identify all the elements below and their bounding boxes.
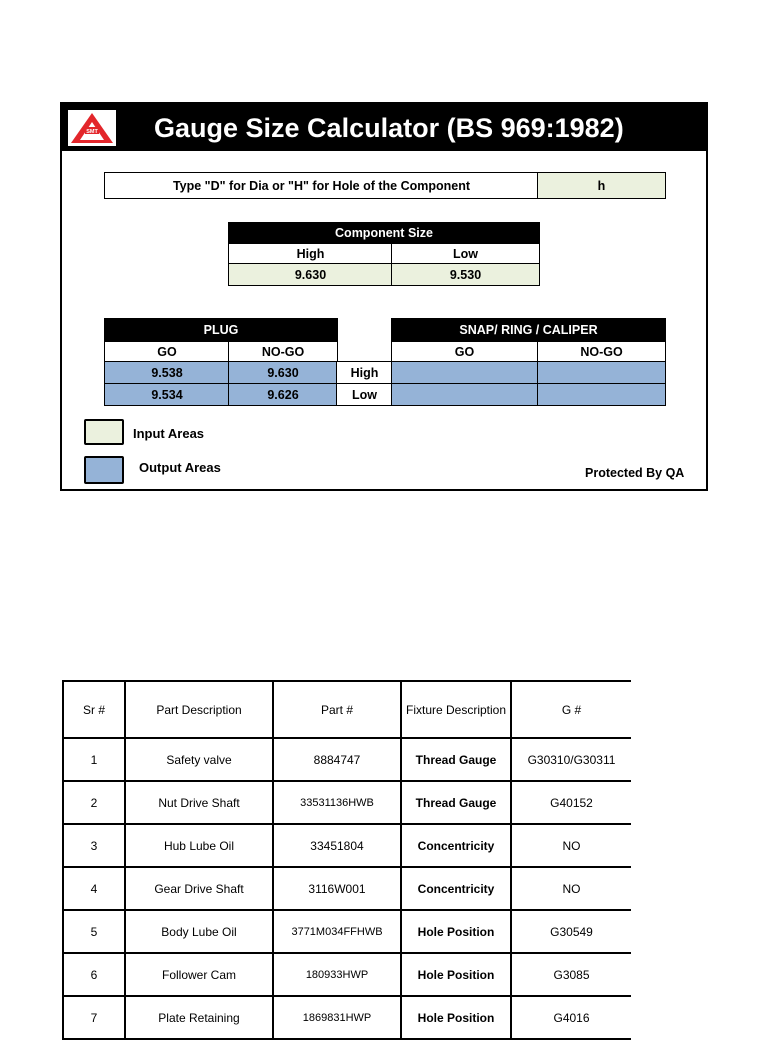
parts-table xyxy=(62,680,631,1040)
calculator-header xyxy=(62,104,706,151)
table-row xyxy=(63,953,631,996)
cell-part-description: Hub Lube Oil xyxy=(125,824,273,867)
snap-go-low-output xyxy=(391,383,538,406)
cell-part-description: Nut Drive Shaft xyxy=(125,781,273,824)
table-row xyxy=(63,996,631,1039)
cell-part-number: 33531136HWB xyxy=(273,781,401,824)
cell-part-description: Follower Cam xyxy=(125,953,273,996)
cell-sr: 3 xyxy=(63,824,125,867)
cell-part-description: Safety valve xyxy=(125,738,273,781)
cell-sr: 1 xyxy=(63,738,125,781)
cell-fixture-description: Thread Gauge xyxy=(401,738,511,781)
cell-fixture-description: Hole Position xyxy=(401,910,511,953)
row-label-low: Low xyxy=(336,383,393,406)
gauge-calculator-panel xyxy=(60,102,708,491)
snap-nogo-high-output xyxy=(537,361,666,384)
logo-text: SMT xyxy=(86,129,98,135)
col-header-part-number: Part # xyxy=(273,681,401,738)
snap-go-high-output xyxy=(391,361,538,384)
type-input-field[interactable]: h xyxy=(537,172,666,199)
cell-sr: 7 xyxy=(63,996,125,1039)
table-header-row xyxy=(63,681,631,738)
snap-nogo-low-output xyxy=(537,383,666,406)
cell-fixture-description: Hole Position xyxy=(401,996,511,1039)
col-header-g-number: G # xyxy=(511,681,631,738)
cell-g-number: G40152 xyxy=(511,781,631,824)
plug-nogo-high-output: 9.630 xyxy=(228,361,338,384)
component-size-header: Component Size xyxy=(228,222,540,244)
snap-nogo-label: NO-GO xyxy=(537,341,666,362)
plug-go-label: GO xyxy=(104,341,230,362)
col-header-fixture-description: Fixture Description xyxy=(401,681,511,738)
company-logo xyxy=(68,110,116,146)
cell-part-description: Body Lube Oil xyxy=(125,910,273,953)
input-area-swatch xyxy=(84,419,124,445)
cell-part-number: 3116W001 xyxy=(273,867,401,910)
cell-g-number: G30549 xyxy=(511,910,631,953)
plug-nogo-label: NO-GO xyxy=(228,341,338,362)
protected-by-text: Protected By QA xyxy=(585,466,685,480)
cell-part-number: 180933HWP xyxy=(273,953,401,996)
plug-header: PLUG xyxy=(104,318,338,342)
cell-fixture-description: Concentricity xyxy=(401,867,511,910)
component-low-label: Low xyxy=(391,243,540,264)
col-header-sr: Sr # xyxy=(63,681,125,738)
logo-triangle-icon xyxy=(68,110,116,146)
cell-sr: 2 xyxy=(63,781,125,824)
snap-ring-caliper-header: SNAP/ RING / CALIPER xyxy=(391,318,666,342)
cell-part-description: Plate Retaining xyxy=(125,996,273,1039)
cell-sr: 5 xyxy=(63,910,125,953)
snap-go-label: GO xyxy=(391,341,538,362)
cell-part-number: 1869831HWP xyxy=(273,996,401,1039)
table-row xyxy=(63,738,631,781)
component-high-input[interactable]: 9.630 xyxy=(228,263,393,286)
plug-go-high-output: 9.538 xyxy=(104,361,230,384)
output-area-swatch xyxy=(84,456,124,484)
table-row xyxy=(63,910,631,953)
type-prompt-label: Type "D" for Dia or "H" for Hole of the Component xyxy=(104,172,539,199)
output-area-label: Output Areas xyxy=(139,460,221,475)
cell-sr: 6 xyxy=(63,953,125,996)
cell-part-number: 3771M034FFHWB xyxy=(273,910,401,953)
cell-part-description: Gear Drive Shaft xyxy=(125,867,273,910)
cell-g-number: G3085 xyxy=(511,953,631,996)
col-header-part-description: Part Description xyxy=(125,681,273,738)
cell-fixture-description: Hole Position xyxy=(401,953,511,996)
input-area-label: Input Areas xyxy=(133,426,205,441)
row-label-high: High xyxy=(336,361,393,384)
cell-g-number: NO xyxy=(511,824,631,867)
cell-sr: 4 xyxy=(63,867,125,910)
cell-fixture-description: Thread Gauge xyxy=(401,781,511,824)
component-high-label: High xyxy=(228,243,393,264)
cell-part-number: 8884747 xyxy=(273,738,401,781)
cell-g-number: G30310/G30311 xyxy=(511,738,631,781)
table-row xyxy=(63,781,631,824)
table-row xyxy=(63,824,631,867)
cell-fixture-description: Concentricity xyxy=(401,824,511,867)
plug-nogo-low-output: 9.626 xyxy=(228,383,338,406)
component-low-input[interactable]: 9.530 xyxy=(391,263,540,286)
table-row xyxy=(63,867,631,910)
cell-g-number: NO xyxy=(511,867,631,910)
cell-part-number: 33451804 xyxy=(273,824,401,867)
cell-g-number: G4016 xyxy=(511,996,631,1039)
page-title: Gauge Size Calculator (BS 969:1982) xyxy=(154,113,624,143)
plug-go-low-output: 9.534 xyxy=(104,383,230,406)
